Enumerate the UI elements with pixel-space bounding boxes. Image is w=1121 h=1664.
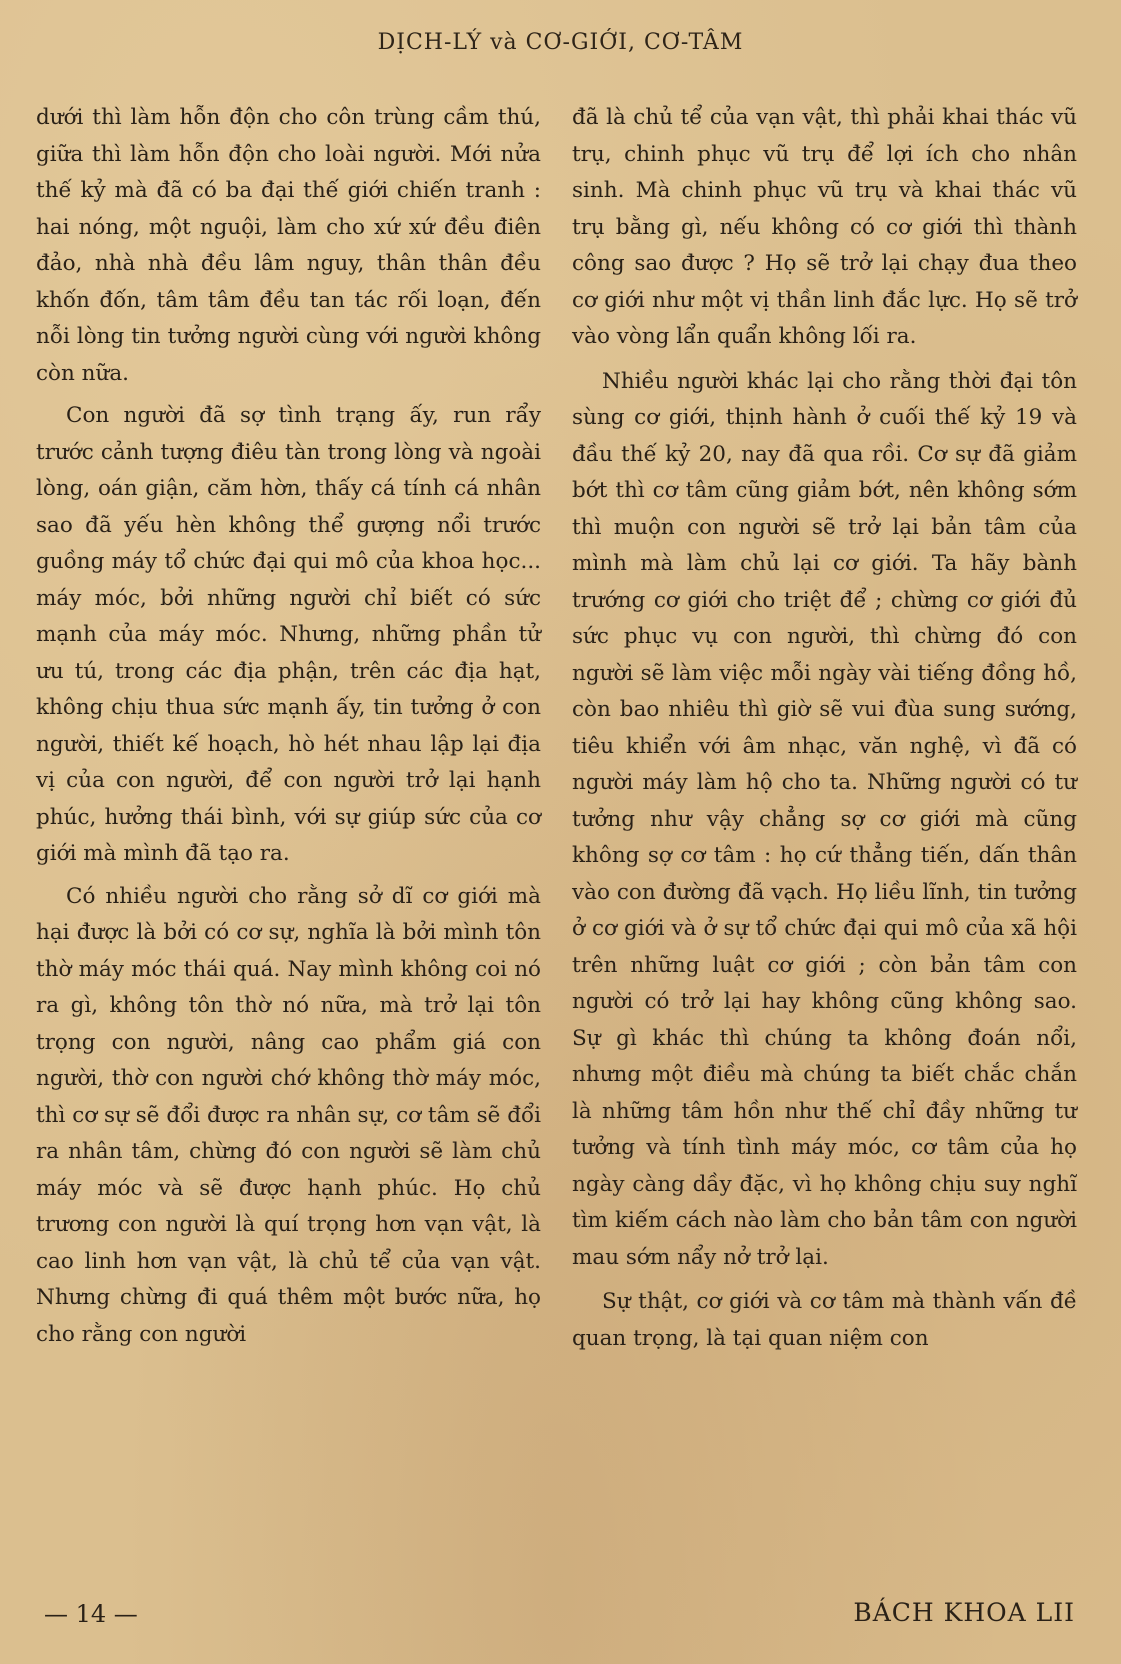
right-column — [572, 100, 1077, 1357]
right-paragraph-3: Sự thật, cơ giới và cơ tâm mà thành vấn đề quan trọng, là tại quan niệm con — [572, 1289, 1077, 1351]
page-number: — 14 — — [44, 1600, 138, 1628]
left-column — [36, 100, 541, 1353]
right-paragraph-1: đã là chủ tể của vạn vật, thì phải khai thác vũ trụ, chinh phục vũ trụ để lợi ích cho nhân sinh. Mà chinh phục vũ trụ và khai thác vũ trụ bằng gì, nếu không có cơ giới thì thành công sao được ? Họ sẽ trở lại chạy đua theo cơ giới như một vị thần linh đắc lực. Họ sẽ trở vào vòng lẩn quẩn không lối ra. — [572, 105, 1077, 349]
left-paragraph-1: dưới thì làm hỗn độn cho côn trùng cầm thú, giữa thì làm hỗn độn cho loài người. Mới nửa thế kỷ mà đã có ba đại thế giới chiến tranh : hai nóng, một nguội, làm cho xứ xứ đều điên đảo, nhà nhà đều lâm nguy, thân thân đều khốn đốn, tâm tâm đều tan tác rối loạn, đến nỗi lòng tin tưởng người cùng với người không còn nữa. — [36, 105, 541, 386]
right-paragraph-2: Nhiều người khác lại cho rằng thời đại tôn sùng cơ giới, thịnh hành ở cuối thế kỷ 19 và đầu thế kỷ 20, nay đã qua rồi. Cơ sự đã giảm bớt thì cơ tâm cũng giảm bớt, nên không sớm thì muộn con người sẽ trở lại bản tâm của mình mà làm chủ lại cơ giới. Ta hãy bành trướng cơ giới cho triệt để ; chừng cơ giới đủ sức phục vụ con người, thì chừng đó con người sẽ làm việc mỗi ngày vài tiếng đồng hồ, còn bao nhiêu thì giờ sẽ vui đùa sung sướng, tiêu khiển với âm nhạc, văn nghệ, vì đã có người máy làm hộ cho ta. Những người có tư tưởng như vậy chẳng sợ cơ giới mà cũng không sợ cơ tâm : họ cứ thẳng tiến, dấn thân vào con đường đã vạch. Họ liều lĩnh, tin tưởng ở cơ giới và ở sự tổ chức đại qui mô của xã hội trên những luật cơ giới ; còn bản tâm con người có trở lại hay không cũng không sao. Sự gì khác thì chúng ta không đoán nổi, nhưng một điều mà chúng ta biết chắc chắn là những tâm hồn như thế chỉ đầy những tư tưởng và tính tình máy móc, cơ tâm của họ ngày càng dầy đặc, vì họ không chịu suy nghĩ tìm kiếm cách nào làm cho bản tâm con người mau sớm nẩy nở trở lại. — [572, 368, 1077, 1270]
magazine-name: BÁCH KHOA LII — [853, 1598, 1075, 1627]
page-header-title: DỊCH-LÝ và CƠ-GIỚI, CƠ-TÂM — [377, 30, 744, 55]
left-paragraph-2: Con người đã sợ tình trạng ấy, run rẩy trước cảnh tượng điêu tàn trong lòng và ngoài lòng, oán giận, căm hờn, thấy cá tính cá nhân sao đã yếu hèn không thể gượng nổi trước guồng máy tổ chức đại qui mô của khoa học... máy móc, bởi những người chỉ biết có sức mạnh của máy móc. Nhưng, những phần tử ưu tú, trong các địa phận, trên các địa hạt, không chịu thua sức mạnh ấy, tin tưởng ở con người, thiết kế hoạch, hò hét nhau lập lại địa vị của con người, để con người trở lại hạnh phúc, hưởng thái bình, với sự giúp sức của cơ giới mà mình đã tạo ra. — [36, 403, 541, 866]
left-paragraph-3: Có nhiều người cho rằng sở dĩ cơ giới mà hại được là bởi có cơ sự, nghĩa là bởi mình tôn thờ máy móc thái quá. Nay mình không coi nó ra gì, không tôn thờ nó nữa, mà trở lại tôn trọng con người, nâng cao phẩm giá con người, thờ con người chớ không thờ máy móc, thì cơ sự sẽ đổi được ra nhân sự, cơ tâm sẽ đổi ra nhân tâm, chừng đó con người sẽ làm chủ máy móc và sẽ được hạnh phúc. Họ chủ trương con người là quí trọng hơn vạn vật, là cao linh hơn vạn vật, là chủ tể của vạn vật. Nhưng chừng đi quá thêm một bước nữa, họ cho rằng con người — [36, 883, 541, 1347]
